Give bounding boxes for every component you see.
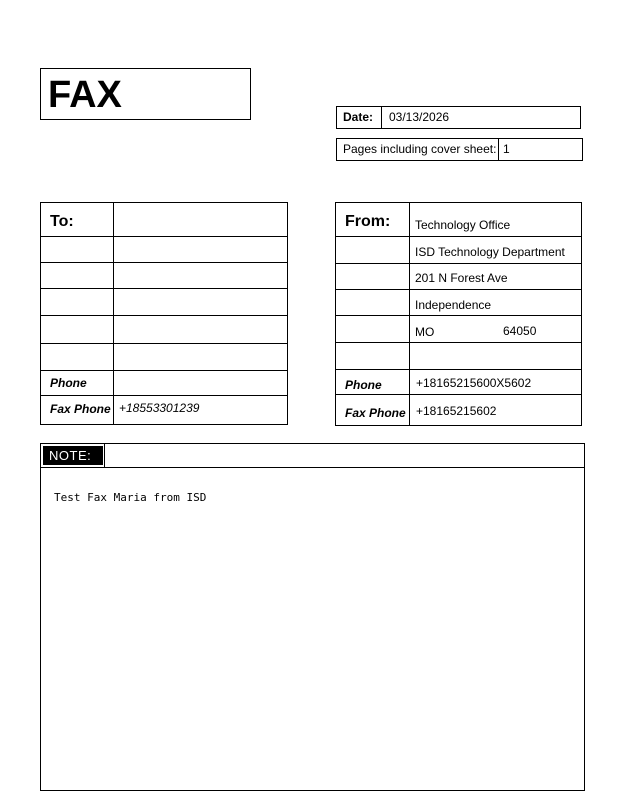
from-row-header: [336, 203, 581, 237]
note-body: [40, 467, 585, 791]
to-row-line-5: [41, 344, 287, 371]
to-row-line-1: [41, 237, 287, 263]
from-city: Independence: [415, 298, 492, 312]
from-row-phone: [336, 370, 581, 395]
note-label-divider: [104, 444, 105, 467]
to-row-line-2: [41, 263, 287, 289]
from-row-city: [336, 290, 581, 316]
from-phone-value: +18165215600X5602: [416, 376, 532, 390]
from-fax-label: Fax Phone: [345, 406, 406, 420]
fax-title: FAX: [48, 74, 122, 116]
note-header: [40, 443, 585, 468]
from-fax-value: +18165215602: [416, 404, 497, 418]
to-fax-value: +18553301239: [119, 401, 200, 415]
to-row-line-4: [41, 316, 287, 344]
date-label: Date:: [337, 107, 382, 128]
to-phone-label: Phone: [50, 376, 87, 390]
from-row-line-3: [336, 264, 581, 290]
pages-box: [336, 138, 583, 161]
note-text: Test Fax Maria from ISD: [54, 491, 207, 504]
from-table: [335, 202, 582, 426]
pages-label: Pages including cover sheet:: [337, 139, 499, 160]
date-value: 03/13/2026: [389, 110, 450, 124]
from-label: From:: [345, 213, 391, 230]
to-row-line-3: [41, 289, 287, 316]
to-table: [40, 202, 288, 425]
from-row-line-2: [336, 237, 581, 264]
from-row-blank: [336, 343, 581, 370]
from-row-fax: [336, 395, 581, 425]
to-row-header: [41, 203, 287, 237]
from-line-1: Technology Office: [415, 218, 511, 232]
to-label: To:: [50, 213, 74, 230]
from-row-state-zip: [336, 316, 581, 343]
from-state: MO: [415, 325, 435, 339]
from-line-2: ISD Technology Department: [415, 245, 565, 259]
note-label: NOTE:: [43, 446, 103, 465]
to-fax-label: Fax Phone: [50, 402, 111, 416]
from-phone-label: Phone: [345, 378, 382, 392]
to-row-phone: [41, 371, 287, 396]
pages-value: 1: [503, 142, 510, 156]
from-zip: 64050: [503, 324, 537, 338]
to-row-fax: [41, 396, 287, 424]
from-line-3: 201 N Forest Ave: [415, 271, 508, 285]
date-box: [336, 106, 581, 129]
fax-title-box: [40, 68, 251, 120]
